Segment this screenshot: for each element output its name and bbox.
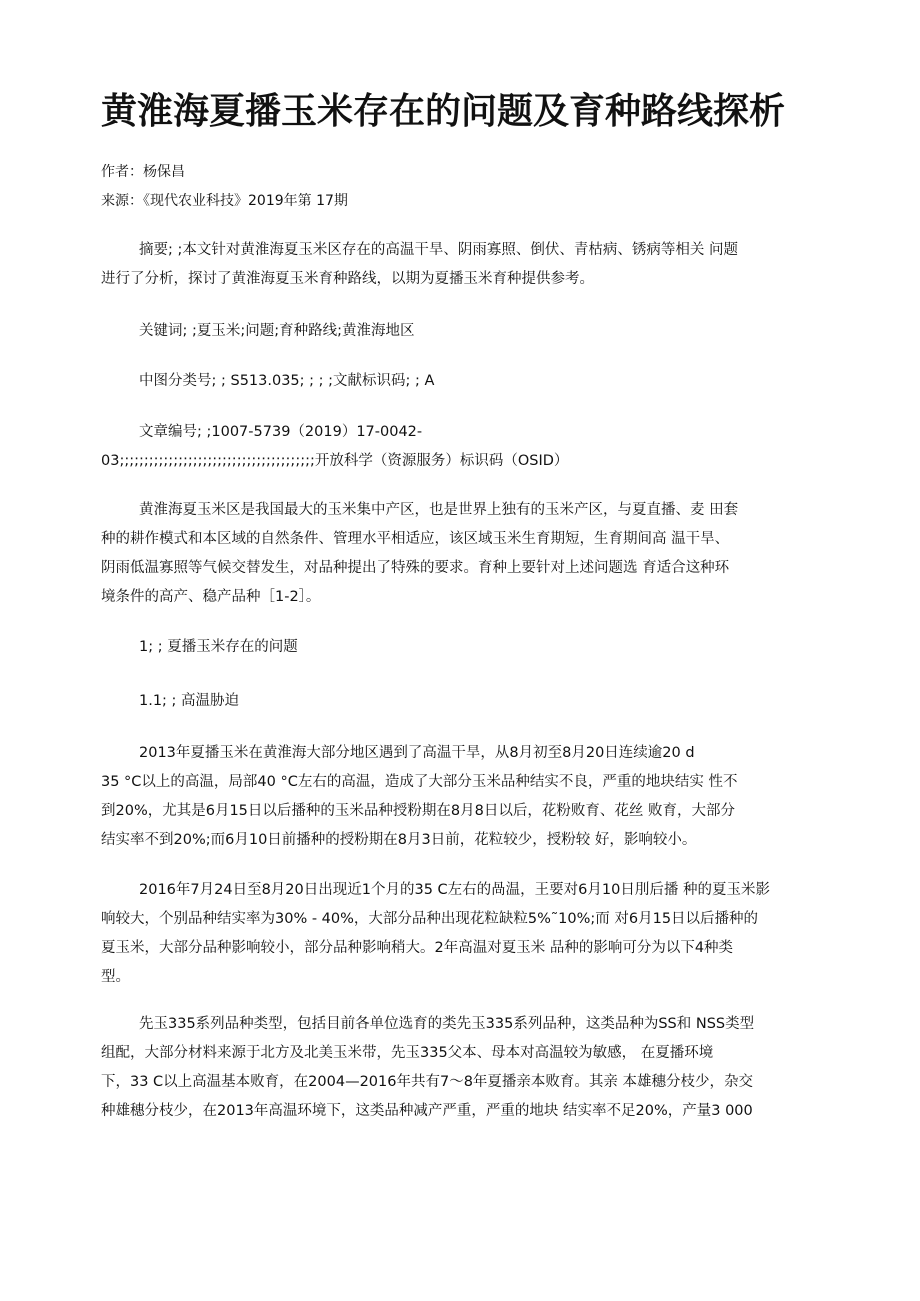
paragraph-line: 结实率不到20%;而6月10日前播种的授粉期在8月3日前，花粒较少，授粉较 好，影响较小。 (101, 832, 697, 848)
paragraph-line: 夏玉米，大部分品种影响较小，部分品种影响稍大。2年高温对夏玉米 品种的影响可分为以下4种类 (101, 940, 734, 956)
article-title: 黄淮海夏播玉米存在的问题及育种路线探析 (101, 91, 786, 132)
intro-paragraph (101, 496, 821, 612)
intro-line: 阴雨低温寡照等气候交替发生，对品种提出了特殊的要求。育种上要针对上述问题选 育适合这种环 (101, 560, 730, 576)
section-heading-line: 1; ; 夏播玉米存在的问题 (139, 639, 298, 655)
section-heading-1-1 (101, 687, 821, 716)
paragraph-2016 (101, 876, 821, 992)
article-number-line: 03;;;;;;;;;;;;;;;;;;;;;;;;;;;;;;;;;;;;;;;;开放科学（资源服务）标识码（OSID） (101, 453, 569, 469)
paragraph-line: 2016年7月24日至8月20日出现近1个月的35 C左右的咼温，王要对6月10日刖后播 种的夏玉米影 (139, 882, 770, 898)
paragraph-line: 响较大，个别品种结实率为30% - 40%，大部分品种出现花粒缺粒5%˜10%;而 对6月15日以后播种的 (101, 911, 759, 927)
section-heading-1 (101, 633, 821, 662)
paragraph-line: 种雄穗分枝少，在2013年高温环境下，这类品种减产严重，严重的地块 结实率不足20%，产量3 000 (101, 1103, 753, 1119)
keywords-paragraph (101, 317, 821, 346)
article-number-paragraph (101, 418, 821, 476)
keywords-line: 关键词; ;夏玉米;问题;育种路线;黄淮海地区 (139, 323, 415, 339)
abstract-line: 摘要; ;本文针对黄淮海夏玉米区存在的高温干旱、阴雨寡照、倒伏、青枯病、锈病等相关 问题 (139, 242, 738, 258)
section-heading-line: 1.1; ; 高温胁迫 (139, 693, 240, 709)
paragraph-line: 型。 (101, 969, 130, 985)
source-line: 来源：《现代农业科技》2019年第 17期 (101, 193, 348, 209)
paragraph-line: 35 °C以上的高温，局部40 °C左右的高温，造成了大部分玉米品种结实不良，严重的地块结实 性不 (101, 774, 738, 790)
classification-line: 中图分类号; ; S513.035; ; ; ;文献标识码; ; A (139, 373, 435, 389)
paragraph-line: 到20%，尤其是6月15日以后播种的玉米品种授粉期在8月8日以后，花粉败育、花丝 败育，大部分 (101, 803, 735, 819)
paragraph-line: 先玉335系列品种类型，包括目前各单位选育的类先玉335系列品种，这类品种为SS和 NSS类型 (139, 1016, 755, 1032)
article-number-line: 文章编号; ;1007-5739（2019）17-0042- (139, 424, 423, 440)
intro-line: 黄淮海夏玉米区是我国最大的玉米集中产区，也是世界上独有的玉米产区，与夏直播、麦 田套 (139, 502, 739, 518)
paragraph-line: 2013年夏播玉米在黄淮海大部分地区遇到了高温干旱，从8月初至8月20日连续逾20 d (139, 745, 695, 761)
abstract-line: 进行了分析，探讨了黄淮海夏玉米育种路线，以期为夏播玉米育种提供参考。 (101, 271, 594, 287)
classification-paragraph (101, 367, 821, 396)
paragraph-2013 (101, 739, 821, 855)
paragraph-line: 下，33 C以上高温基本败育，在2004—2016年共有7〜8年夏播亲本败育。其亲 本雄穗分枝少，杂交 (101, 1074, 754, 1090)
abstract-paragraph (101, 236, 821, 294)
paragraph-xianyu335 (101, 1010, 821, 1126)
intro-line: 境条件的高产、稳产品种［1-2］。 (101, 589, 321, 605)
author-line: 作者：杨保昌 (101, 164, 185, 180)
intro-line: 种的耕作模式和本区域的自然条件、管理水平相适应，该区域玉米生育期短，生育期间高 温干旱、 (101, 531, 730, 547)
paragraph-line: 组配，大部分材料来源于北方及北美玉米带，先玉335父本、母本对高温较为敏感， 在夏播环境 (101, 1045, 714, 1061)
